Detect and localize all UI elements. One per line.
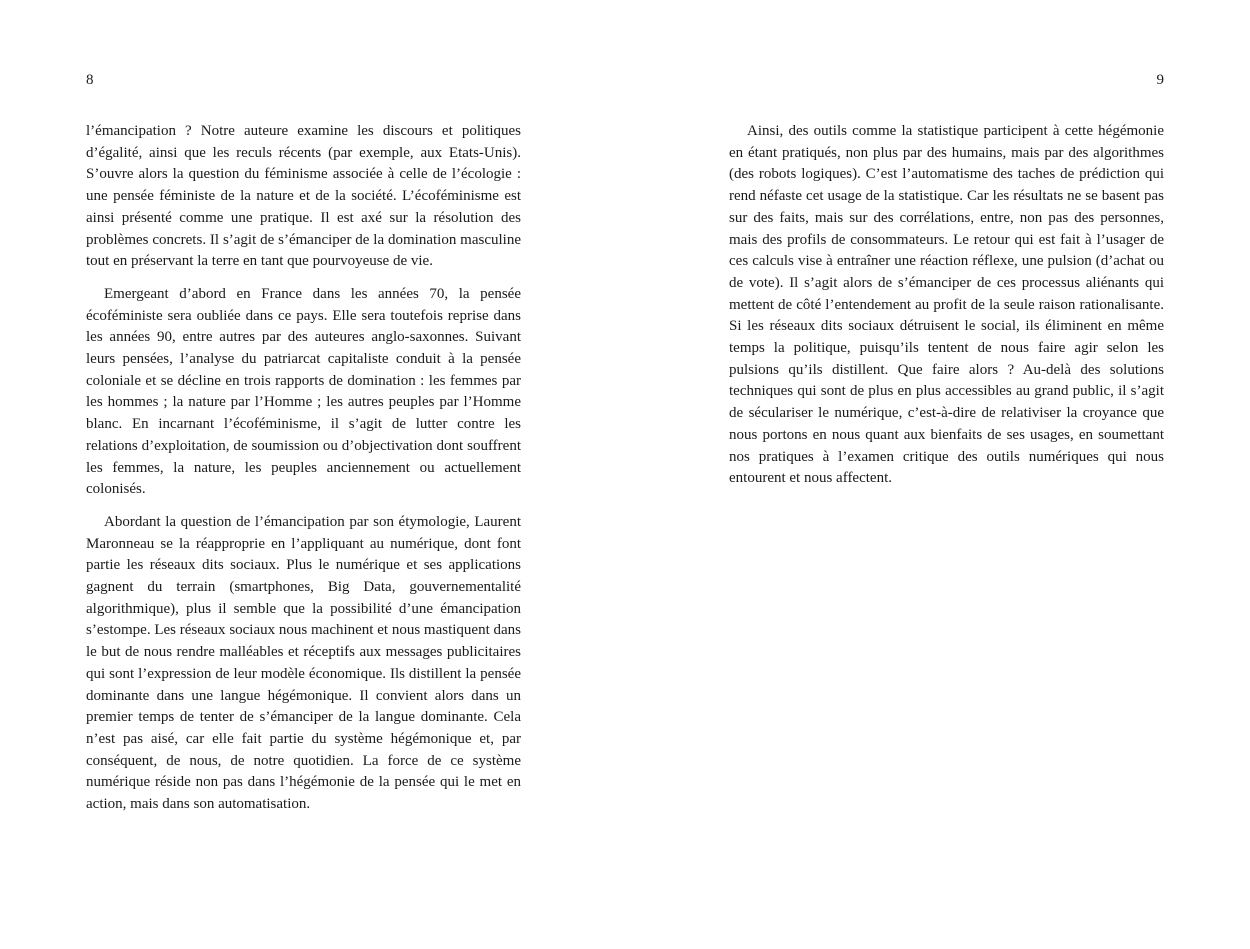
page-number-left: 8 [86,72,94,88]
page-number-right: 9 [1156,72,1164,88]
paragraph-ecofeminism: Emergeant d’abord en France dans les années 70, la pensée écoféministe sera oubliée dans ce pays. Elle sera toutefois reprise dans les années 90, entre autres par des auteures anglo-saxonnes. Suivant leurs pensées, l’analyse du patriarcat capitaliste conduit à la pensée coloniale et se décline en trois rapports de domination : les femmes par les hommes ; la nature par l’Homme ; les autres peuples par l’Homme blanc. En incarnant l’écoféminisme, il s’agit de lutter contre les relations d’exploitation, de soumission ou d’objectivation dont souffrent les femmes, la nature, les peuples anciennement ou actuellement colonisés. [86,285,521,498]
paragraph-continuation: l’émancipation ? Notre auteure examine les discours et politiques d’égalité, ainsi que les reculs récents (par exemple, aux Etats-Unis). S’ouvre alors la question du féminisme associée à celle de l’écologie : une pensée féministe de la nature et de la société. L’écoféminisme est ainsi présenté comme une pratique. Il est axé sur la résolution des problèmes concrets. Il s’agit de s’émanciper de la domination masculine tout en préservant la terre en tant que pourvoyeuse de vie. [86,123,521,270]
right-page-text [729,121,1164,501]
paragraph-digital-emancipation: Abordant la question de l’émancipation par son étymologie, Laurent Maronneau se la réapproprie en l’appliquant au numérique, dont font partie les réseaux dits sociaux. Plus le numérique et ses applications gagnent du terrain (smartphones, Big Data, gouvernementalité algorithmique), plus il semble que la possibilité d’une émancipation s’estompe. Les réseaux sociaux nous machinent et nous mastiquent dans le but de nous rendre malléables et réceptifs aux messages publicitaires qui sont l’expression de leur modèle économique. Ils distillent la pensée dominante dans une langue hégémonique. Il convient alors dans un premier temps de tenter de s’émanciper de la langue dominante. Cela n’est pas aisé, car elle fait partie du système hégémonique et, par conséquent, de nous, de notre quotidien. La force de ce système numérique réside non pas dans l’hégémonie de la pensée qui le met en action, mais dans son automatisation. [86,513,521,813]
left-page-text [86,121,521,827]
right-page [625,0,1250,949]
paragraph-statistics-hegemony: Ainsi, des outils comme la statistique participent à cette hégémonie en étant pratiqués, non plus par des humains, mais par des algorithmes (des robots logiques). C’est l’automatisme des taches de prédiction qui rend néfaste cet usage de la statistique. Car les résultats ne se basent pas sur des faits, mais sur des corrélations, entre, non pas des personnes, mais des profils de consommateurs. Le retour qui est fait à l’usager de ces calculs vise à entraîner une réaction réflexe, une pulsion (d’achat ou de vote). Il s’agit alors de s’émanciper de ces processus aliénants qui mettent de côté l’entendement au profit de la seule raison rationalisante. Si les réseaux dits sociaux détruisent le social, ils éliminent en même temps la politique, puisqu’ils tentent de nous faire agir selon les pulsions qu’ils distillent. Que faire alors ? Au-delà des solutions techniques qui sont de plus en plus accessibles au grand public, il s’agit de séculariser le numérique, c’est-à-dire de relativiser la croyance que nous portons en nous quant aux bienfaits de ses usages, en soumettant nos pratiques à l’examen critique des outils numériques qui nous entourent et nous affectent. [729,123,1164,487]
